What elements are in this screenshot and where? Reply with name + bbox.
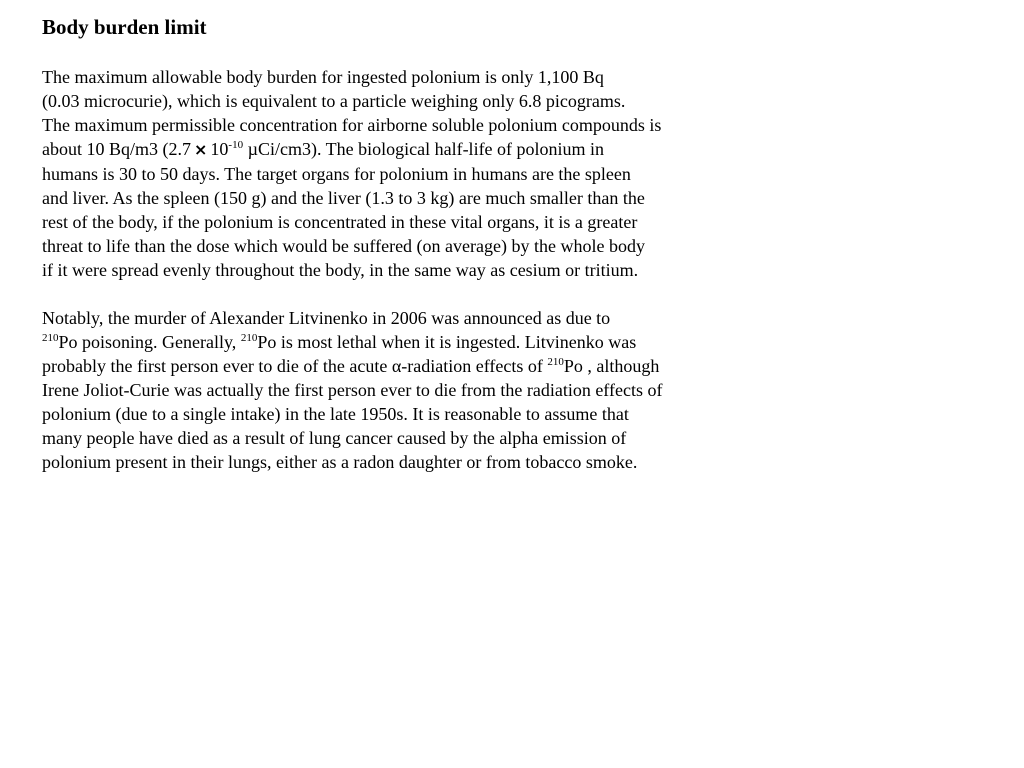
text-fragment: about 10 Bq/m3 (2.7 <box>42 139 191 159</box>
text-line: threat to life than the dose which would be suffered (on average) by the whole body <box>42 236 645 256</box>
text-line: and liver. As the spleen (150 g) and the liver (1.3 to 3 kg) are much smaller than the <box>42 188 645 208</box>
paragraph-body-burden <box>42 65 742 282</box>
text-fragment: 10 <box>210 139 229 159</box>
text-line: Irene Joliot-Curie was actually the first person ever to die from the radiation effects of <box>42 380 663 400</box>
text-line <box>42 137 742 162</box>
page-title: Body burden limit <box>42 15 207 39</box>
text-line: humans is 30 to 50 days. The target organs for polonium in humans are the spleen <box>42 164 631 184</box>
text-fragment: µCi/cm3). The biological half-life of polonium in <box>243 139 605 159</box>
superscript-isotope: 210 <box>240 332 258 344</box>
text-line: if it were spread evenly throughout the body, in the same way as cesium or tritium. <box>42 260 639 280</box>
multiply-symbol: × <box>194 140 208 159</box>
superscript-isotope: 210 <box>547 356 564 368</box>
text-line: polonium present in their lungs, either as a radon daughter or from tobacco smoke. <box>42 452 638 472</box>
text-line: Notably, the murder of Alexander Litvinenko in 2006 was announced as due to <box>42 308 611 328</box>
text-fragment: probably the first person ever to die of the acute α-radiation effects of <box>42 356 548 376</box>
paragraph-litvinenko <box>42 306 742 474</box>
document-page <box>42 14 742 498</box>
text-line: rest of the body, if the polonium is concentrated in these vital organs, it is a greater <box>42 212 638 232</box>
text-line: many people have died as a result of lung cancer caused by the alpha emission of <box>42 428 627 448</box>
text-line <box>42 354 742 378</box>
text-line: The maximum permissible concentration for airborne soluble polonium compounds is <box>42 115 662 135</box>
text-line: The maximum allowable body burden for ingested polonium is only 1,100 Bq <box>42 67 604 87</box>
text-fragment: Po is most lethal when it is ingested. Litvinenko was <box>257 332 637 352</box>
text-fragment: Po , although <box>563 356 660 376</box>
text-fragment: Po poisoning. Generally, <box>58 332 241 352</box>
text-line: (0.03 microcurie), which is equivalent to a particle weighing only 6.8 picograms. <box>42 91 626 111</box>
superscript-exponent: -10 <box>228 139 244 151</box>
text-line: polonium (due to a single intake) in the late 1950s. It is reasonable to assume that <box>42 404 629 424</box>
superscript-isotope: 210 <box>42 332 59 344</box>
text-line <box>42 330 742 354</box>
